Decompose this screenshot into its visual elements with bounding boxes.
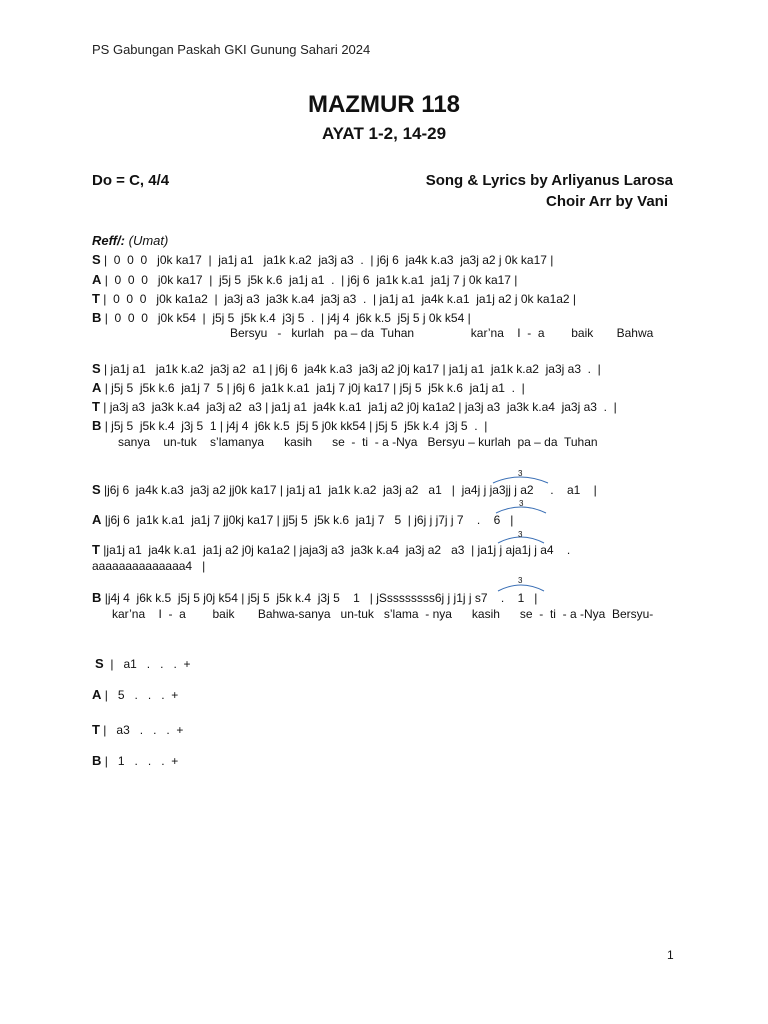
triplet-number: 3 <box>518 469 523 478</box>
song-credit: Song & Lyrics by Arliyanus Larosa <box>425 172 673 189</box>
song-title: MAZMUR 118 <box>307 91 461 118</box>
key-signature: Do = C, 4/4 <box>92 172 170 189</box>
part-label: S <box>92 252 101 267</box>
soprano-line-1 <box>92 252 553 268</box>
notes: | j5j 5 j5k k.4 j3j 5 1 | j4j 4 j6k k.5 j5j 5 j0k kk54 | j5j 5 j5k k.4 j3j 5 . | <box>101 419 488 433</box>
triplet-number: 3 <box>519 499 524 508</box>
part-label: T <box>92 542 100 557</box>
bass-line-3 <box>92 590 537 606</box>
notes: | 0 0 0 j0k ka17 | j5j 5 j5k k.6 ja1j a1 . | j6j 6 ja1k k.a1 ja1j 7 j 0k ka17 | <box>101 273 518 287</box>
page-number: 1 <box>667 948 674 962</box>
song-subtitle: AYAT 1-2, 14-29 <box>321 124 447 143</box>
notes: | a3 . . . + <box>99 723 184 737</box>
page-header: PS Gabungan Paskah GKI Gunung Sahari 2024 <box>92 42 371 57</box>
soprano-ending <box>95 656 191 671</box>
notes: |ja1j a1 ja4k k.a1 ja1j a2 j0j ka1a2 | jaja3j a3 ja3k k.a4 ja3j a2 a3 | ja1j j aja1j j a4 . <box>99 543 571 557</box>
part-label: B <box>92 310 102 325</box>
tenor-ending <box>92 722 183 737</box>
part-label: B <box>92 418 102 433</box>
notes: |j4j 4 j6k k.5 j5j 5 j0j k54 | j5j 5 j5k k.4 j3j 5 1 | jSssssssss6j j j1j j s7 . 1 | <box>101 591 538 605</box>
triplet-number: 3 <box>518 530 523 539</box>
notes: | ja3j a3 ja3k k.a4 ja3j a2 a3 | ja1j a1 ja4k k.a1 ja1j a2 j0j ka1a2 | ja3j a3 ja3k k.a4 ja3j a3 . | <box>99 400 617 414</box>
part-label: B <box>92 590 102 605</box>
triplet-number: 3 <box>518 576 523 585</box>
tenor-line-2 <box>92 399 617 415</box>
choir-credit: Choir Arr by Vani <box>546 193 668 210</box>
reff-label: Reff/: <box>92 233 125 248</box>
part-label: T <box>92 722 100 737</box>
bass-line-2 <box>92 418 487 434</box>
lyrics-line-3: kar’na I - a baik Bahwa-sanya un-tuk s’lama - nya kasih se - ti - a -Nya Bersyu- <box>112 607 654 621</box>
lyrics-line-1: Bersyu - kurlah pa – da Tuhan kar’na I - a baik Bahwa <box>230 326 654 340</box>
notes: | a1 . . . + <box>103 657 191 671</box>
part-label: A <box>92 512 102 527</box>
part-label: S <box>92 361 101 376</box>
part-label: T <box>92 399 100 414</box>
notes: | j5j 5 j5k k.6 ja1j 7 5 | j6j 6 ja1k k.a1 ja1j 7 j0j ka17 | j5j 5 j5k k.6 ja1j a1 . | <box>101 381 525 395</box>
part-label: S <box>92 482 101 497</box>
part-label: A <box>92 272 102 287</box>
part-label: B <box>92 753 102 768</box>
tenor-line-1 <box>92 291 576 307</box>
part-label: A <box>92 687 102 702</box>
bass-line-1 <box>92 310 471 326</box>
notes: | ja1j a1 ja1k k.a2 ja3j a2 a1 | j6j 6 ja4k k.a3 ja3j a2 j0j ka17 | ja1j a1 ja1k k.a2 ja3j a3 . | <box>100 362 601 376</box>
part-label: A <box>92 380 102 395</box>
part-label: S <box>95 656 104 671</box>
lyrics-line-2: sanya un-tuk s’lamanya kasih se - ti - a -Nya Bersyu – kurlah pa – da Tuhan <box>118 435 598 449</box>
notes: |j6j 6 ja1k k.a1 ja1j 7 jj0kj ka17 | jj5j 5 j5k k.6 ja1j 7 5 | j6j j j7j j 7 . 6 | <box>101 513 514 527</box>
reff-heading <box>92 233 168 248</box>
part-label: T <box>92 291 100 306</box>
alto-line-2 <box>92 380 525 396</box>
tenor-line-3-continued: aaaaaaaaaaaaaa4 | <box>92 559 206 573</box>
notes: | 0 0 0 j0k ka17 | ja1j a1 ja1k k.a2 ja3j a3 . | j6j 6 ja4k k.a3 ja3j a2 j 0k ka17 | <box>100 253 554 267</box>
tenor-line-3 <box>92 542 570 558</box>
triplet-mark-bass <box>498 576 544 591</box>
soprano-line-3 <box>92 482 597 498</box>
notes: | 0 0 0 j0k ka1a2 | ja3j a3 ja3k k.a4 ja3j a3 . | ja1j a1 ja4k k.a1 ja1j a2 j 0k ka1a2 | <box>99 292 577 306</box>
notes: | 0 0 0 j0k k54 | j5j 5 j5k k.4 j3j 5 . | j4j 4 j6k k.5 j5j 5 j 0k k54 | <box>101 311 471 325</box>
soprano-line-2 <box>92 361 601 377</box>
notes: | 5 . . . + <box>101 688 179 702</box>
alto-line-3 <box>92 512 513 528</box>
bass-ending <box>92 753 178 768</box>
reff-note: (Umat) <box>128 233 169 248</box>
alto-line-1 <box>92 272 517 288</box>
alto-ending <box>92 687 178 702</box>
triplet-mark-alto <box>496 499 546 513</box>
triplet-mark-soprano <box>493 469 548 483</box>
notes: | 1 . . . + <box>101 754 179 768</box>
notes: |j6j 6 ja4k k.a3 ja3j a2 jj0k ka17 | ja1j a1 ja1k k.a2 ja3j a2 a1 | ja4j j ja3jj j a2 . a1 | <box>100 483 597 497</box>
